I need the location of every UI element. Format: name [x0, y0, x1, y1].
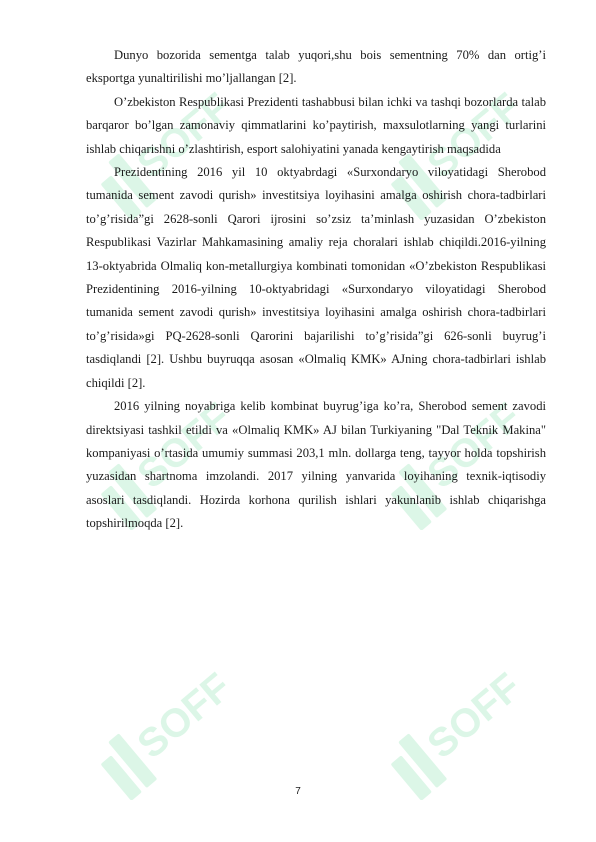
- document-body: [86, 44, 546, 536]
- watermark-text: SOFF: [129, 664, 240, 768]
- watermark-text: SOFF: [129, 394, 240, 498]
- paragraph-2: O’zbekiston Respublikasi Prezidenti tashabbusi bilan ichki va tashqi bozorlarda talab barqaror bo’lgan zamonaviy qimmatlarini ko’paytirish, maxsulotlarning yangi turlarini ishlab chiqarishni o’zlashtirish, esport salohiyatini yanada kengaytirish maqsadida: [86, 94, 546, 156]
- paragraph-1: Dunyo bozorida sementga talab yuqori,shu bois sementning 70% dan ortig’i eksportga yunaltirilishi mo’ljallangan [2].: [86, 48, 546, 86]
- watermark-text: SOFF: [419, 84, 530, 188]
- page-number: 7: [295, 786, 301, 797]
- watermark-text: SOFF: [419, 394, 530, 498]
- paragraph-4: 2016 yilning noyabriga kelib kombinat buyrug’iga ko’ra, Sherobod sement zavodi direktsiyasi tashkil etildi va «Olmaliq KMK» AJ bilan Turkiyaning "Dal Teknik Makina" kompaniyasi o’rtasida umumiy summasi 203,1 mln. dollarga teng, tayyor holda topshirish yuzasidan shartnoma imzolandi. 2017 yilning yanvarida loyihaning texnik-iqtisodiy asoslari tasdiqlandi. Hozirda korhona qurilish ishlari yakunlanib ishlab chiqarishga topshirilmoqda [2].: [86, 399, 546, 531]
- paragraph-3: Prezidentining 2016 yil 10 oktyabrdagi «Surxondaryo viloyatidagi Sherobod tumanida sement zavodi qurish» investitsiya loyihasini amalga oshirish chora-tadbirlari to’g’risida”gi 2628-sonli Qarori ijrosini so’zsiz ta’minlash yuzasidan O’zbekiston Respublikasi Vazirlar Mahkamasining amaliy reja choralari ishlab chiqildi.2016-yilning 13-oktyabrida Olmaliq kon-metallurgiya kombinati tomonidan «O’zbekiston Respublikasi Prezidentining 2016-yilning 10-oktyabridagi «Surxondaryo viloyatidagi Sherobod tumanida sement zavodi qurish» investitsiya loyihasini amalga oshirish chora-tadbirlari to’g’risida»gi PQ-2628-sonli Qarorini bajarilishi to’g’risida”gi 626-sonli buyrug’i tasdiqlandi [2]. Ushbu buyruqqa asosan «Olmaliq KMK» AJning chora-tadbirlari ishlab chiqildi [2].: [86, 165, 546, 390]
- soff-watermark: [70, 650, 240, 800]
- soff-watermark: [360, 650, 530, 800]
- watermark-text: SOFF: [419, 664, 530, 768]
- watermark-text: SOFF: [129, 84, 240, 188]
